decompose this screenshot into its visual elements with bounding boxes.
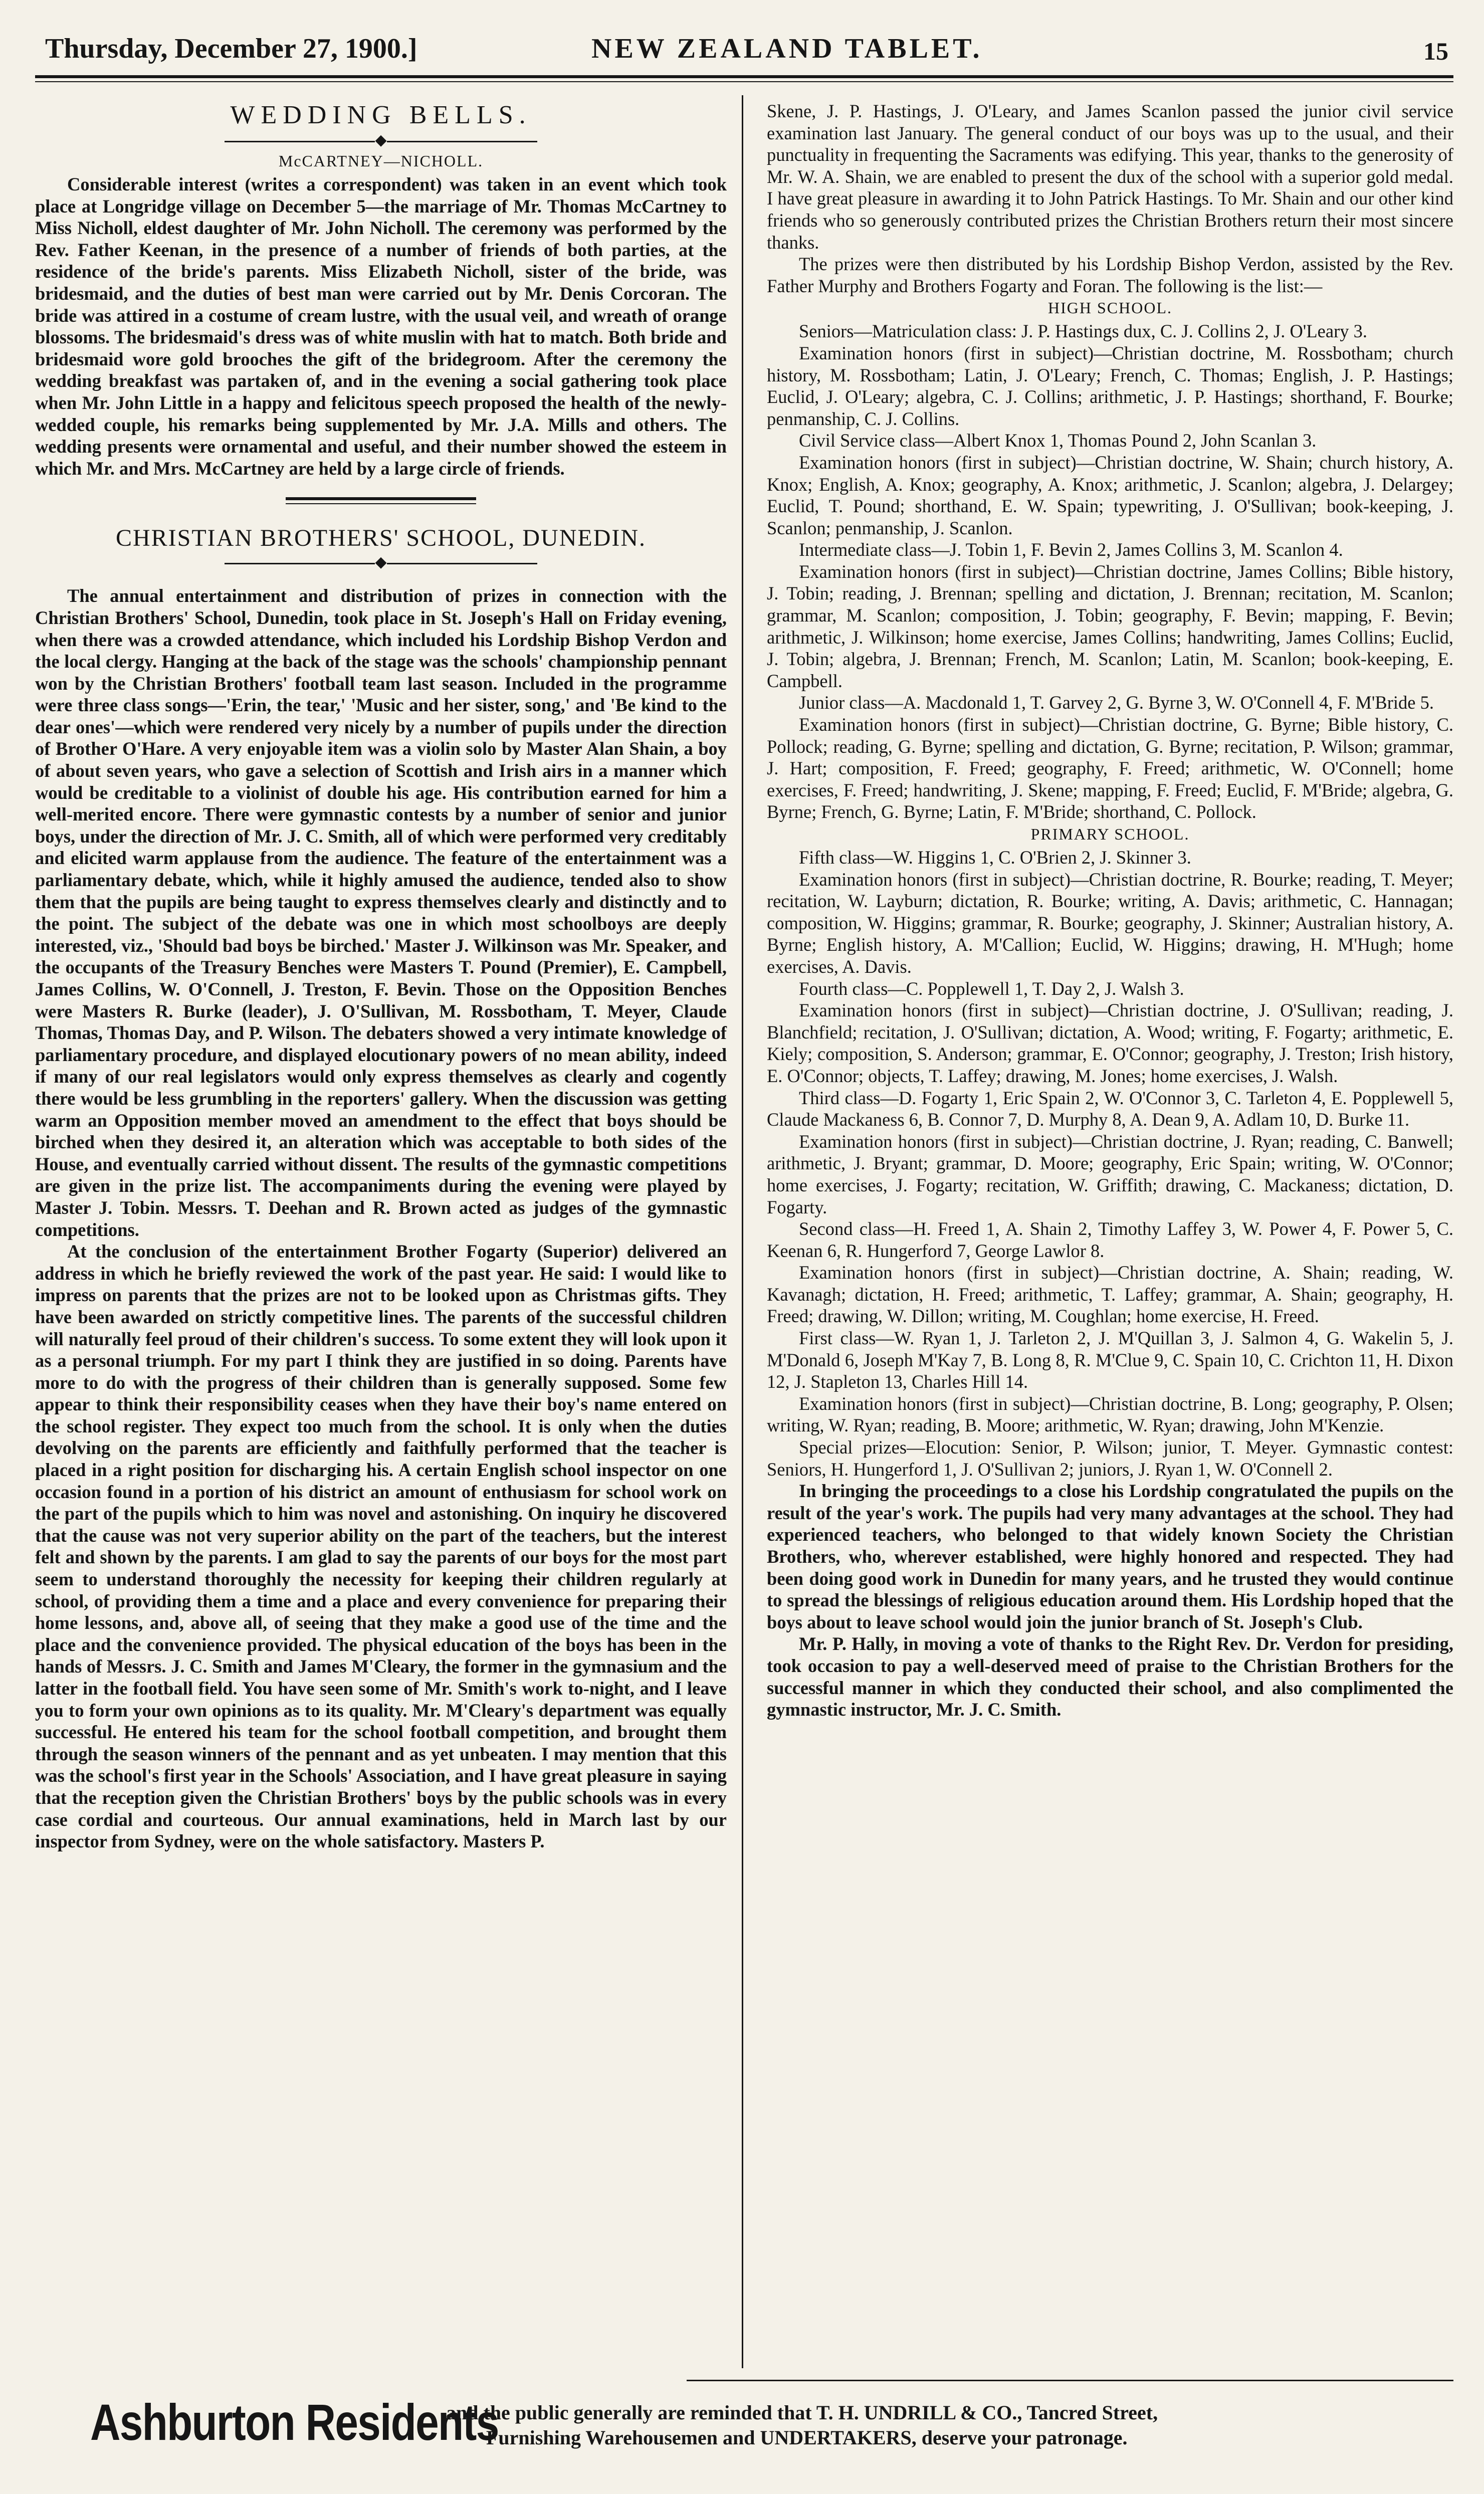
prize-entry: Fifth class—W. Higgins 1, C. O'Brien 2, J. Skinner 3. xyxy=(799,847,1191,868)
prize-entry: Examination honors (first in subject)—Christian doctrine, J. O'Sullivan; reading, J. Blanchfield; recitation, J. O'Sullivan; dictation, A. Wood; writing, F. Fogarty; arithmetic, E. Kiely; composition, S. Anderson; grammar, E. O'Connor; geography, J. Treston; Irish history, E. O'Connor; objects, T. Laffey; drawing, M. Jones; home exercises, J. Walsh. xyxy=(767,1000,1453,1086)
school-headline: CHRISTIAN BROTHERS' SCHOOL, DUNEDIN. xyxy=(115,525,646,552)
prize-entry: Second class—H. Freed 1, A. Shain 2, Timothy Laffey 3, W. Power 4, F. Power 5, C. Keenan 6, R. Hungerford 7, George Lawlor 8. xyxy=(767,1218,1453,1261)
prize-entry: Examination honors (first in subject)—Christian doctrine, R. Bourke; reading, T. Meyer; recitation, W. Layburn; dictation, R. Bourke; writing, A. Davis; arithmetic, C. Hannagan; composition, W. Higgins; grammar, R. Bourke; geography, J. Skinner; Australian history, A. Byrne; English history, A. M'Callion; Euclid, W. Higgins; drawing, H. M'Hugh; home exercises, A. Davis. xyxy=(767,869,1453,977)
prize-entry: Third class—D. Fogarty 1, Eric Spain 2, W. O'Connor 3, C. Tarleton 4, E. Popplewell 5, Claude Mackaness 6, B. Connor 7, D. Murphy 8, A. Dean 9, A. Adlam 10, D. Burke 11. xyxy=(767,1087,1453,1130)
prize-entry: Examination honors (first in subject)—Christian doctrine, G. Byrne; Bible history, C. Pollock; reading, G. Byrne; spelling and dictation, G. Byrne; recitation, P. Wilson; grammar, J. Hart; composition, F. Freed; geography, F. Freed; arithmetic, W. O'Connell; home exercises, F. Freed; handwriting, J. Skene; mapping, F. Freed; Euclid, F. M'Bride; algebra, G. Byrne; French, G. Byrne; Latin, F. M'Bride; shorthand, C. Pollock. xyxy=(767,714,1453,822)
wedding-article: Considerable interest (writes a correspondent) was taken in an event which took place at Longridge village on December 5—the marriage of Mr. Thomas McCartney to Miss Nicholl, eldest daughter of Mr. John Nicholl. The ceremony was performed by the Rev. Father Keenan, in the presence of a number of friends of both parties, at the residence of the bride's parents. Miss Elizabeth Nicholl, sister of the bride, was bridesmaid, and the duties of best man were carried out by Mr. Denis Corcoran. The bride was attired in a costume of cream lustre, with the usual veil, and wreath of orange blossoms. The bridesmaid's dress was of white muslin with hat to match. Both bride and bridesmaid wore gold brooches the gift of the bridegroom. After the ceremony the wedding breakfast was partaken of, and in the evening a social gathering took place when Mr. John Little in a happy and felicitous speech proposed the health of the newly-wedded couple, his remarks being supplemented by Mr. J.A. Mills and others. The wedding presents were ornamental and useful, and their number showed the esteem in which Mr. and Mrs. McCartney are held by a large circle of friends. xyxy=(35,174,727,479)
issue-date: Thursday, December 27, 1900.] xyxy=(45,33,417,64)
advert-line: Furnishing Warehousemen and UNDERTAKERS, deserve your patronage. xyxy=(486,2426,1128,2449)
prize-entry: Examination honors (first in subject)—Christian doctrine, W. Shain; church history, A. Knox; English, A. Knox; geography, A. Knox; arithmetic, J. Scanlon; algebra, J. Delargey; Euclid, T. Pound; shorthand, E. W. Spain; typewriting, J. O'Sullivan; book-keeping, J. Scanlon; penmanship, J. Scanlon. xyxy=(767,452,1453,538)
left-column xyxy=(35,100,727,1852)
prize-entry: Examination honors (first in subject)—Christian doctrine, J. Ryan; reading, C. Banwell; arithmetic, J. Bryant; grammar, D. Moore; geography, Eric Spain; writing, W. O'Connor; home exercises, J. Fogarty; recitation, W. Griffith; drawing, C. Mackaness; dictation, D. Fogarty. xyxy=(767,1131,1453,1217)
school-paragraph: At the conclusion of the entertainment Brother Fogarty (Superior) delivered an address in which he briefly reviewed the work of the past year. He said: I would like to impress on parents that the prizes are not to be looked upon as Christmas gifts. They have been awarded on strictly competitive lines. The parents of the successful children will naturally feel proud of their children's success. To some extent they will look upon it as a personal triumph. For my part I think they are justified in so doing. Parents have more to do with the progress of their children than is generally supposed. Some few appear to think their responsibility ceases when they have their boy's name entered on the school register. They expect too much from the school. It is only when the duties devolving on the parents are efficiently and faithfully performed that the teacher is placed in a right position for discharging his. A certain English school inspector on one occasion found in a portion of his district an amount of enthusiasm for school work on the part of the pupils which to him was novel and astonishing. On inquiry he discovered that the cause was not very superior ability on the part of the teachers, but the interest felt and shown by the parents. I am glad to say the parents of our boys for the most part seem to understand thoroughly the necessity for keeping their children regularly at school, of providing them a time and a place and every convenience for preparing their home lessons, and, above all, of seeing that they make a good use of the time and the place and the convenience provided. The physical education of the boys has been in the hands of Messrs. J. C. Smith and James M'Cleary, the former in the gymnasium and the latter in the football field. You have seen some of Mr. Smith's work to-night, and I leave you to form your own opinions as to its quality. Mr. M'Cleary's department was equally successful. He entered his team for the school football competition, and brought them through the season winners of the pennant and as yet unbeaten. I may mention that this was the school's first year in the Schools' Association, and I have great pleasure in saying that the reception given the Christian Brothers' boys by the public schools was in every case cordial and courteous. Our annual examinations, held in March last by our inspector from Sydney, were on the whole satisfactory. Masters P. xyxy=(35,1241,727,1852)
advert-text xyxy=(446,2400,1448,2450)
column-divider xyxy=(742,95,743,2368)
prize-entry: Fourth class—C. Popplewell 1, T. Day 2, J. Walsh 3. xyxy=(799,978,1184,999)
page-number: 15 xyxy=(1423,37,1448,65)
advertisement xyxy=(90,2393,1453,2468)
school-paragraph: The annual entertainment and distribution of prizes in connection with the Christian Brothers' School, Dunedin, took place in St. Joseph's Hall on Friday evening, when there was a crowded attendance, which included his Lordship Bishop Verdon and the local clergy. Hanging at the back of the stage was the schools' championship pennant won by the Christian Brothers' football team last season. Included in the programme were three class songs—'Erin, the tear,' 'Music and her sister, song,' and 'Be kind to the dear ones'—which were rendered very nicely by a number of pupils under the direction of Brother O'Hare. A very enjoyable item was a violin solo by Master Alan Shain, a boy of about seven years, who gave a selection of Scottish and Irish airs in a manner which would be creditable to a violinist of double his age. His contribution earned for him a well-merited encore. There were gymnastic contests by a number of senior and junior boys, under the direction of Mr. J. C. Smith, all of which were performed very creditably and elicited warm applause from the audience. The feature of the entertainment was a parliamentary debate, which, while it highly amused the audience, tended also to show them that the pupils are being taught to express themselves clearly and distinctly and to the point. The subject of the debate was one in which most schoolboys are deeply interested, viz., 'Should bad boys be birched.' Master J. Wilkinson was Mr. Speaker, and the occupants of the Treasury Benches were Masters T. Pound (Premier), E. Campbell, James Collins, W. O'Connell, J. Treston, F. Bevin. Those on the Opposition Benches were Masters R. Burke (leader), J. O'Sullivan, M. Rossbotham, T. Meyer, Claude Thomas, Thomas Day, and P. Wilson. The debaters showed a very intimate knowledge of parliamentary procedure, and displayed elocutionary powers of no mean ability, indeed if many of our real legislators would only express themselves as clearly and cogently there would be less grumbling in the reporters' gallery. When the discussion was getting warm an Opposition member moved an amendment to the effect that boys should be birched when they desired it, an alteration which was acceptable to both sides of the House, and eventually carried without dissent. The results of the gymnastic competitions are given in the prize list. The accompaniments during the evening were played by Master J. Tobin. Messrs. T. Deehan and R. Brown acted as judges of the gymnastic competitions. xyxy=(35,585,727,1240)
masthead xyxy=(45,28,1448,70)
prize-entry: First class—W. Ryan 1, J. Tarleton 2, J. M'Quillan 3, J. Salmon 4, G. Wakelin 5, J. M'Donald 6, Joseph M'Kay 7, B. Long 8, R. M'Clue 9, C. Spain 10, C. Crichton 11, H. Dixon 12, J. Stapleton 13, Charles Hill 14. xyxy=(767,1328,1453,1392)
prize-entry: Examination honors (first in subject)—Christian doctrine, M. Rossbotham; church history, M. Rossbotham; Latin, J. O'Leary; French, C. Thomas; English, J. P. Hastings; Euclid, J. O'Leary; algebra, C. J. Collins; arithmetic, J. P. Hastings; shorthand, F. Bourke; penmanship, C. J. Collins. xyxy=(767,342,1453,429)
prize-entry: Civil Service class—Albert Knox 1, Thomas Pound 2, John Scanlan 3. xyxy=(799,430,1317,451)
footer-rule xyxy=(687,2380,1453,2381)
advert-line: and the public generally are reminded that T. H. UNDRILL & CO., Tancred Street, xyxy=(446,2401,1158,2424)
prize-entry: Intermediate class—J. Tobin 1, F. Bevin 2, James Collins 3, M. Scanlon 4. xyxy=(799,539,1343,560)
prize-entry: Seniors—Matriculation class: J. P. Hastings dux, C. J. Collins 2, J. O'Leary 3. xyxy=(799,321,1367,342)
prize-entry: Examination honors (first in subject)—Christian doctrine, A. Shain; reading, W. Kavanagh; dictation, H. Freed; arithmetic, T. Laffey; grammar, A. Shain; geography, H. Freed; drawing, W. Dillon; writing, M. Coughlan; home exercise, H. Freed. xyxy=(767,1262,1453,1327)
high-school-heading: HIGH SCHOOL. xyxy=(1048,299,1172,317)
prize-entry: Special prizes—Elocution: Senior, P. Wilson; junior, T. Meyer. Gymnastic contest: Seniors, H. Hungerford 1, J. O'Sullivan 2; juniors, J. Ryan 1, W. O'Connell 2. xyxy=(767,1437,1453,1480)
school-paragraph: Skene, J. P. Hastings, J. O'Leary, and James Scanlon passed the junior civil service examination last January. The general conduct of our boys was up to the usual, and their punctuality in frequenting the Sacraments was edifying. This year, thanks to the generosity of Mr. W. A. Shain, we are enabled to present the dux of the school with a superior gold medal. I have great pleasure in awarding it to John Patrick Hastings. To Mr. Shain and our other kind friends who so generously contributed prizes the Christian Brothers return their most sincere thanks. xyxy=(767,101,1453,253)
right-column xyxy=(767,100,1453,1721)
wedding-subhead: McCARTNEY—NICHOLL. xyxy=(278,152,484,170)
school-paragraph: The prizes were then distributed by his Lordship Bishop Verdon, assisted by the Rev. Father Murphy and Brothers Fogarty and Foran. The following is the list:— xyxy=(767,254,1453,296)
masthead-rule xyxy=(35,75,1453,82)
prize-entry: Junior class—A. Macdonald 1, T. Garvey 2, G. Byrne 3, W. O'Connell 4, F. M'Bride 5. xyxy=(799,692,1434,713)
closing-paragraph: Mr. P. Hally, in moving a vote of thanks to the Right Rev. Dr. Verdon for presiding, took occasion to pay a well-deserved meed of praise to the Christian Brothers for the successful manner in which they conducted their school, and also complimented the gymnastic instructor, Mr. J. C. Smith. xyxy=(767,1633,1453,1720)
closing-paragraph: In bringing the proceedings to a close his Lordship congratulated the pupils on the result of the year's work. The pupils had very many advantages at the school. They had experienced teachers, who belonged to that widely known Society the Christian Brothers, who, wherever established, were highly honored and respected. They had been doing good work in Dunedin for many years, and he trusted they would continue to spread the blessings of religious education around them. His Lordship hoped that the boys about to leave school would join the junior branch of St. Joseph's Club. xyxy=(767,1481,1453,1632)
headline-ornament: ◆ xyxy=(35,133,727,148)
prize-entry: Examination honors (first in subject)—Christian doctrine, James Collins; Bible history, J. Tobin; reading, J. Brennan; spelling and dictation, J. Brennan; recitation, M. Scanlon; grammar, M. Scanlon; composition, J. Tobin; geography, F. Bevin; mapping, F. Bevin; arithmetic, J. Wilkinson; home exercise, James Collins; handwriting, James Collins; Euclid, J. Tobin; algebra, J. Brennan; French, M. Scanlon; Latin, M. Scanlon; book-keeping, E. Campbell. xyxy=(767,561,1453,691)
headline-ornament: ◆ xyxy=(35,555,727,570)
section-divider xyxy=(286,497,476,504)
wedding-headline: WEDDING BELLS. xyxy=(230,101,532,129)
prize-entry: Examination honors (first in subject)—Christian doctrine, B. Long; geography, P. Olsen; writing, W. Ryan; reading, B. Moore; arithmetic, W. Ryan; drawing, John M'Kenzie. xyxy=(767,1393,1453,1436)
advert-headline: Ashburton Residents xyxy=(90,2394,499,2451)
newspaper-title: NEW ZEALAND TABLET. xyxy=(591,33,983,64)
primary-school-heading: PRIMARY SCHOOL. xyxy=(1030,825,1190,843)
